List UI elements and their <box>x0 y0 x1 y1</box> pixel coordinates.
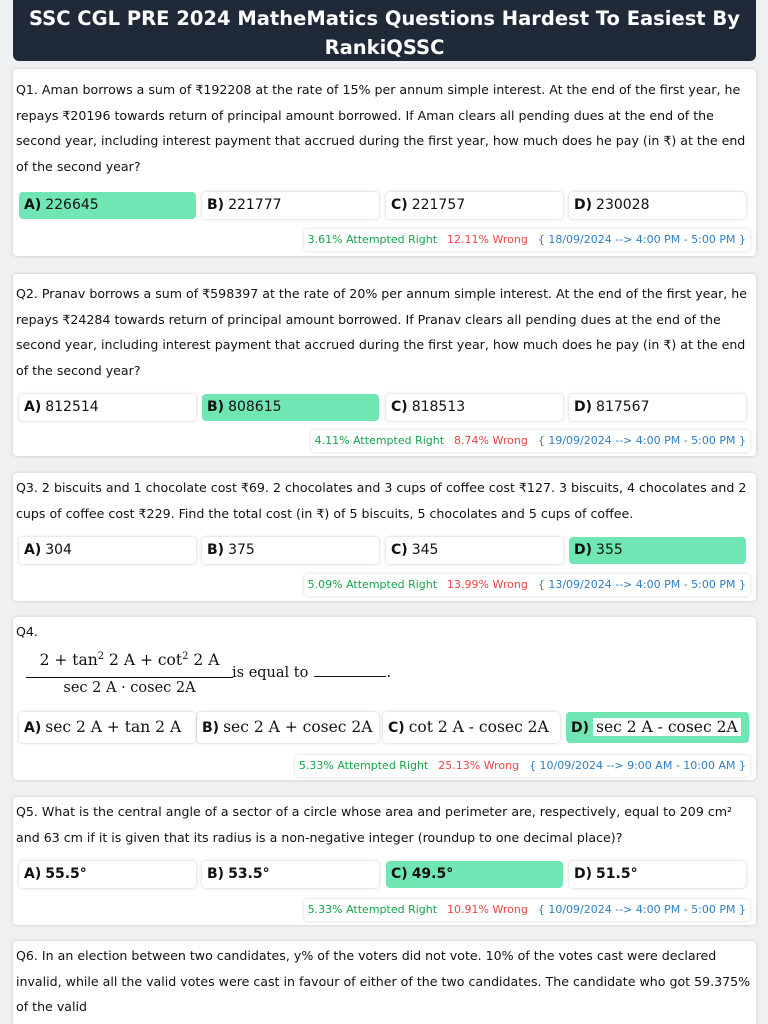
option-value: 49.5° <box>411 866 454 882</box>
option-value: sec 2 A - cosec 2A <box>593 718 741 736</box>
option-value: 221777 <box>228 197 282 213</box>
option-letter: D) <box>571 720 590 736</box>
option-letter: A) <box>24 866 42 882</box>
option-value: sec 2 A + cosec 2A <box>223 718 373 736</box>
option-letter: A) <box>24 720 42 736</box>
option-b[interactable] <box>202 861 379 888</box>
question-text: Q5. What is the central angle of a sector of a circle whose area and perimeter are, respectively, equal to 209 cm² and 63 cm if it is given that its radius is a non-negative integer (roundup to one decimal place)? <box>16 804 733 845</box>
question-card-3 <box>13 473 756 601</box>
option-d[interactable] <box>569 192 746 219</box>
option-letter: B) <box>207 399 225 415</box>
wrong-percent: 12.11% Wrong <box>447 233 528 246</box>
wrong-percent: 8.74% Wrong <box>454 434 528 447</box>
right-percent: 5.33% Attempted Right <box>307 903 438 916</box>
option-letter: A) <box>24 197 42 213</box>
option-a[interactable] <box>19 861 196 888</box>
option-letter: A) <box>24 542 42 558</box>
option-value: 55.5° <box>45 866 87 882</box>
question-card-4 <box>13 617 756 780</box>
attempt-stats <box>304 899 750 921</box>
option-letter: C) <box>391 542 408 558</box>
option-value: 51.5° <box>596 866 638 882</box>
option-a[interactable] <box>19 712 196 743</box>
option-letter: D) <box>574 542 593 558</box>
option-b[interactable] <box>202 394 379 421</box>
question-card-1 <box>13 69 756 256</box>
question-text: Q1. Aman borrows a sum of ₹192208 at the rate of 15% per annum simple interest. At the end of the first year, he repays ₹20196 towards return of principal amount borrowed. If Aman clears all pending dues at the end of the second year, including interest payment that accrued during the first year, how much does he pay (in ₹) at the end of the second year? <box>16 82 746 174</box>
fraction-bar <box>26 677 233 678</box>
option-letter: B) <box>207 542 225 558</box>
option-a[interactable] <box>19 192 196 219</box>
option-value: 221757 <box>411 197 466 213</box>
option-letter: A) <box>24 399 42 415</box>
fraction-denominator: sec 2 A · cosec 2A <box>63 680 196 696</box>
option-letter: C) <box>388 720 405 736</box>
option-value: 818513 <box>411 399 466 415</box>
question-card-6 <box>13 941 756 1024</box>
option-letter: C) <box>391 866 408 882</box>
option-value: 808615 <box>228 399 282 415</box>
wrong-percent: 13.99% Wrong <box>447 578 528 591</box>
wrong-percent: 25.13% Wrong <box>438 759 520 772</box>
right-percent: 3.61% Attempted Right <box>307 233 438 246</box>
wrong-percent: 10.91% Wrong <box>447 903 528 916</box>
option-d[interactable] <box>569 394 746 421</box>
right-percent: 4.11% Attempted Right <box>314 434 445 447</box>
exam-date: { 18/09/2024 --> 4:00 PM - 5:00 PM } <box>537 233 746 246</box>
option-value: 355 <box>596 542 623 558</box>
right-percent: 5.33% Attempted Right <box>298 759 429 772</box>
option-value: 304 <box>45 542 72 558</box>
option-letter: D) <box>574 866 593 882</box>
fraction-numerator: $2 + \tan^2 2$ $A + \cot^2 2$ A <box>39 651 220 670</box>
option-b[interactable] <box>197 712 379 743</box>
option-value: 345 <box>411 542 439 558</box>
option-b[interactable] <box>202 192 379 219</box>
attempt-stats <box>311 430 750 452</box>
page-title: SSC CGL PRE 2024 MatheMatics Questions Hardest To Easiest By RankiQSSC <box>13 0 756 61</box>
option-d[interactable] <box>569 537 746 564</box>
question-card-5 <box>13 797 756 925</box>
answer-blank <box>314 663 386 677</box>
option-c[interactable] <box>386 537 563 564</box>
right-percent: 5.09% Attempted Right <box>307 578 438 591</box>
option-letter: B) <box>207 197 225 213</box>
option-b[interactable] <box>202 537 379 564</box>
option-value: 226645 <box>45 197 99 213</box>
option-value: 53.5° <box>228 866 270 882</box>
option-c[interactable] <box>386 394 563 421</box>
option-letter: C) <box>391 399 408 415</box>
option-d[interactable] <box>569 861 746 888</box>
option-letter: C) <box>391 197 408 213</box>
option-value: cot 2 A - cosec 2A <box>408 718 549 736</box>
option-c[interactable] <box>386 192 563 219</box>
option-value: 375 <box>228 542 255 558</box>
question-card-2 <box>13 274 756 456</box>
question-text: Q3. 2 biscuits and 1 chocolate cost ₹69. 2 chocolates and 3 cups of coffee cost ₹127. 3 biscuits, 4 chocolates and 2 cups of coffee cost ₹229. Find the total cost (in ₹) of 5 biscuits, 5 chocolates and 5 cups of coffee. <box>16 480 747 521</box>
exam-date: { 19/09/2024 --> 4:00 PM - 5:00 PM } <box>537 434 746 447</box>
attempt-stats <box>304 574 750 596</box>
question-suffix: is equal to . <box>232 665 391 681</box>
option-letter: D) <box>574 399 593 415</box>
attempt-stats <box>295 755 750 777</box>
option-c[interactable] <box>383 712 560 743</box>
option-letter: B) <box>207 866 225 882</box>
option-a[interactable] <box>19 394 196 421</box>
exam-date: { 10/09/2024 --> 9:00 AM - 10:00 AM } <box>529 759 746 772</box>
option-value: 230028 <box>596 197 650 213</box>
option-d[interactable] <box>566 712 749 743</box>
question-text: Q6. In an election between two candidates, y% of the voters did not vote. 10% of the votes cast were declared invalid, while all the valid votes were cast in favour of either of the two candidates. The candidate who got 59.375% of the valid <box>16 948 751 1015</box>
option-value: 812514 <box>45 399 99 415</box>
option-letter: D) <box>574 197 593 213</box>
option-letter: B) <box>202 720 220 736</box>
question-fraction <box>26 651 233 699</box>
option-value: sec 2 A + tan 2 A <box>45 718 182 736</box>
question-text: Q4. <box>16 624 38 639</box>
exam-date: { 13/09/2024 --> 4:00 PM - 5:00 PM } <box>537 578 746 591</box>
option-c[interactable] <box>386 861 563 888</box>
option-a[interactable] <box>19 537 196 564</box>
attempt-stats <box>304 229 750 251</box>
option-value: 817567 <box>596 399 650 415</box>
exam-date: { 10/09/2024 --> 4:00 PM - 5:00 PM } <box>537 903 746 916</box>
question-text: Q2. Pranav borrows a sum of ₹598397 at the rate of 20% per annum simple interest. At the end of the first year, he repays ₹24284 towards return of principal amount borrowed. If Pranav clears all pending dues at the end of the second year, including interest payment that accrued during the first year, how much does he pay (in ₹) at the end of the second year? <box>16 286 748 378</box>
